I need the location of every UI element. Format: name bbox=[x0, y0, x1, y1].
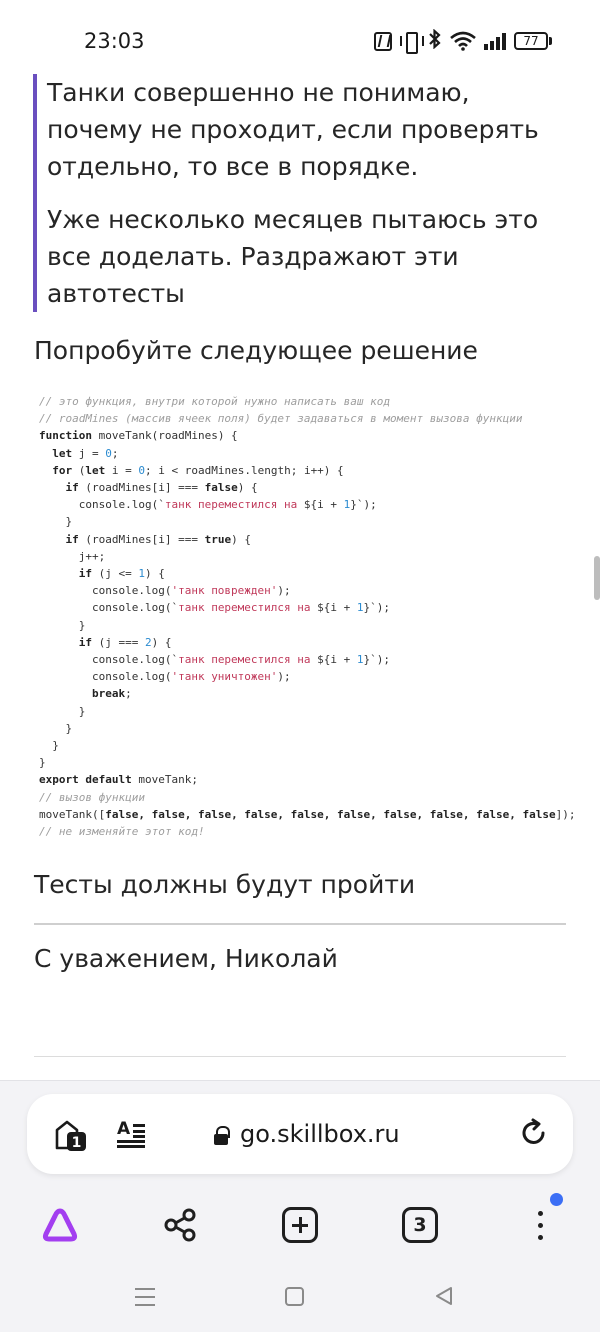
home-icon[interactable] bbox=[285, 1287, 304, 1306]
code-line bbox=[39, 737, 579, 754]
code-token: ); bbox=[277, 670, 291, 684]
code-token: i = bbox=[105, 463, 139, 477]
code-token: ${i + bbox=[317, 653, 357, 667]
code-token: }`); bbox=[350, 498, 377, 512]
quote-paragraph: Танки совершенно не понимаю, почему не проходит, если проверять отдельно, то все в порядке. bbox=[47, 78, 539, 181]
code-token: // roadMines (массив ячеек поля) будет задаваться в момент вызова функции bbox=[39, 412, 523, 426]
code-token: 'танк уничтожен' bbox=[171, 670, 278, 684]
reply-intro: Попробуйте следующее решение bbox=[34, 336, 478, 365]
alice-icon bbox=[40, 1207, 80, 1243]
code-token: false, false, false, false, false, false, false, false, false, false bbox=[105, 807, 556, 821]
status-time: 23:03 bbox=[84, 29, 145, 53]
code-line bbox=[39, 668, 579, 685]
code-token: (roadMines[i] === bbox=[78, 481, 205, 495]
share-icon bbox=[163, 1208, 197, 1242]
code-token: ; bbox=[111, 446, 119, 460]
code-token: if bbox=[78, 567, 92, 581]
code-token: ]); bbox=[555, 807, 576, 821]
code-line bbox=[39, 754, 579, 771]
status-bar bbox=[0, 0, 600, 80]
menu-button[interactable] bbox=[518, 1203, 562, 1247]
code-token: 'танк поврежден' bbox=[171, 584, 278, 598]
scrollbar-thumb[interactable] bbox=[594, 556, 600, 600]
code-token: (roadMines[i] === bbox=[78, 532, 205, 546]
code-token: false bbox=[204, 481, 238, 495]
code-token: for bbox=[52, 463, 73, 477]
reader-mode-icon[interactable] bbox=[117, 1120, 145, 1148]
code-line bbox=[39, 531, 579, 548]
code-token: j = bbox=[72, 446, 106, 460]
share-button[interactable] bbox=[158, 1203, 202, 1247]
recents-icon[interactable] bbox=[135, 1288, 155, 1306]
code-token: 0 bbox=[138, 463, 145, 477]
code-token: console.log(` bbox=[39, 653, 179, 667]
new-tab-button[interactable] bbox=[278, 1203, 322, 1247]
code-token: // вызов функции bbox=[39, 790, 145, 804]
code-token: let bbox=[52, 446, 73, 460]
code-token: (j <= bbox=[92, 567, 139, 581]
code-token: танк переместился на bbox=[178, 653, 318, 667]
back-icon[interactable] bbox=[434, 1286, 454, 1306]
code-line bbox=[39, 806, 579, 823]
code-token: 0 bbox=[105, 446, 112, 460]
battery-level: 77 bbox=[514, 32, 548, 50]
code-line bbox=[39, 789, 579, 806]
code-token: 1 bbox=[356, 601, 364, 615]
battery-icon bbox=[514, 32, 552, 50]
new-tab-icon bbox=[282, 1207, 318, 1243]
code-token: break bbox=[91, 687, 126, 701]
code-token: ) { bbox=[151, 635, 172, 649]
code-line bbox=[39, 410, 579, 427]
code-line bbox=[39, 496, 579, 513]
menu-notification-badge bbox=[550, 1193, 563, 1206]
code-token: let bbox=[85, 463, 106, 477]
status-icons bbox=[374, 28, 552, 54]
code-token: ); bbox=[277, 584, 291, 598]
code-token: function bbox=[39, 429, 92, 443]
quoted-message bbox=[33, 74, 563, 312]
code-token: true bbox=[204, 532, 232, 546]
code-token: j++; bbox=[39, 549, 106, 563]
code-token: ) { bbox=[144, 567, 165, 581]
code-token: export default bbox=[39, 773, 132, 787]
tab-group-count: 1 bbox=[71, 1135, 82, 1151]
code-token: } bbox=[39, 704, 86, 718]
code-token: ) { bbox=[237, 481, 258, 495]
browser-toolbar bbox=[0, 1193, 600, 1257]
bluetooth-icon bbox=[428, 29, 442, 53]
code-line bbox=[39, 599, 579, 616]
code-token: 1 bbox=[138, 567, 145, 581]
url-text[interactable]: go.skillbox.ru bbox=[240, 1120, 400, 1148]
code-line bbox=[39, 703, 579, 720]
code-line bbox=[39, 685, 579, 702]
code-token bbox=[39, 481, 66, 494]
code-token: 1 bbox=[356, 653, 364, 667]
code-token: 1 bbox=[343, 498, 351, 512]
code-token: if bbox=[65, 532, 79, 546]
code-token: } bbox=[39, 721, 73, 735]
code-line bbox=[39, 462, 579, 479]
code-line bbox=[39, 617, 579, 634]
reply-signature: С уважением, Николай bbox=[34, 944, 338, 973]
code-token: moveTank([ bbox=[39, 807, 106, 821]
code-token: console.log(` bbox=[39, 498, 165, 512]
code-token bbox=[39, 533, 66, 546]
reply-outro: Тесты должны будут пройти bbox=[34, 870, 416, 899]
code-token: танк переместился на bbox=[178, 601, 318, 615]
code-token: ( bbox=[72, 463, 86, 477]
lock-icon bbox=[214, 1126, 228, 1144]
code-line bbox=[39, 445, 579, 462]
code-line bbox=[39, 513, 579, 530]
code-token: } bbox=[39, 618, 86, 632]
code-line bbox=[39, 651, 579, 668]
reload-icon[interactable] bbox=[519, 1118, 549, 1148]
code-token: console.log(` bbox=[39, 601, 179, 615]
code-token: moveTank(roadMines) { bbox=[91, 429, 238, 443]
code-line bbox=[39, 634, 579, 651]
code-token: if bbox=[65, 481, 79, 495]
tabs-button[interactable] bbox=[398, 1203, 442, 1247]
code-line bbox=[39, 565, 579, 582]
code-token: } bbox=[39, 756, 46, 770]
code-line bbox=[39, 548, 579, 565]
alice-button[interactable] bbox=[38, 1203, 82, 1247]
code-token: // не изменяйте этот код! bbox=[39, 825, 205, 839]
code-token: танк переместился на bbox=[164, 498, 304, 512]
code-line bbox=[39, 393, 579, 410]
vibrate-icon bbox=[400, 32, 420, 50]
code-line bbox=[39, 582, 579, 599]
code-token bbox=[39, 447, 52, 460]
code-token: ${i + bbox=[303, 498, 344, 512]
tabs-counter-icon: 3 bbox=[402, 1207, 438, 1243]
code-token: ) { bbox=[231, 532, 251, 546]
signal-icon bbox=[484, 32, 506, 50]
code-token bbox=[39, 567, 79, 580]
quote-paragraph: Уже несколько месяцев пытаюсь это все доделать. Раздражают эти автотесты bbox=[47, 205, 539, 308]
code-token: console.log( bbox=[39, 670, 172, 684]
code-token: ; i < roadMines.length; i++) { bbox=[145, 463, 344, 477]
code-token: ${i + bbox=[317, 601, 357, 615]
code-token: ; bbox=[125, 687, 132, 701]
code-token bbox=[39, 636, 79, 649]
signature-divider bbox=[34, 923, 566, 925]
code-token: } bbox=[39, 739, 59, 753]
code-token: console.log( bbox=[39, 584, 172, 598]
code-token: // это функция, внутри которой нужно написать ваш код bbox=[39, 395, 390, 408]
reader-mode-label: A bbox=[117, 1119, 131, 1139]
nfc-icon bbox=[374, 32, 392, 51]
code-token bbox=[39, 687, 92, 700]
code-line bbox=[39, 720, 579, 737]
menu-icon bbox=[538, 1211, 543, 1240]
code-token: }`); bbox=[363, 601, 391, 615]
code-token: if bbox=[78, 635, 92, 649]
code-token: 2 bbox=[144, 635, 152, 649]
code-token: } bbox=[39, 515, 73, 529]
code-line bbox=[39, 771, 579, 788]
code-line bbox=[39, 427, 579, 444]
system-nav-bar bbox=[0, 1262, 600, 1332]
code-token: }`); bbox=[363, 653, 391, 667]
code-snippet bbox=[39, 393, 579, 840]
address-bar[interactable] bbox=[27, 1094, 573, 1174]
code-line bbox=[39, 479, 579, 496]
code-token: (j === bbox=[92, 635, 145, 649]
post-divider bbox=[34, 1056, 566, 1057]
code-token: moveTank; bbox=[131, 773, 198, 787]
tab-group-icon[interactable] bbox=[53, 1118, 87, 1152]
wifi-icon bbox=[450, 31, 476, 51]
code-token bbox=[39, 464, 52, 477]
code-line bbox=[39, 823, 579, 840]
